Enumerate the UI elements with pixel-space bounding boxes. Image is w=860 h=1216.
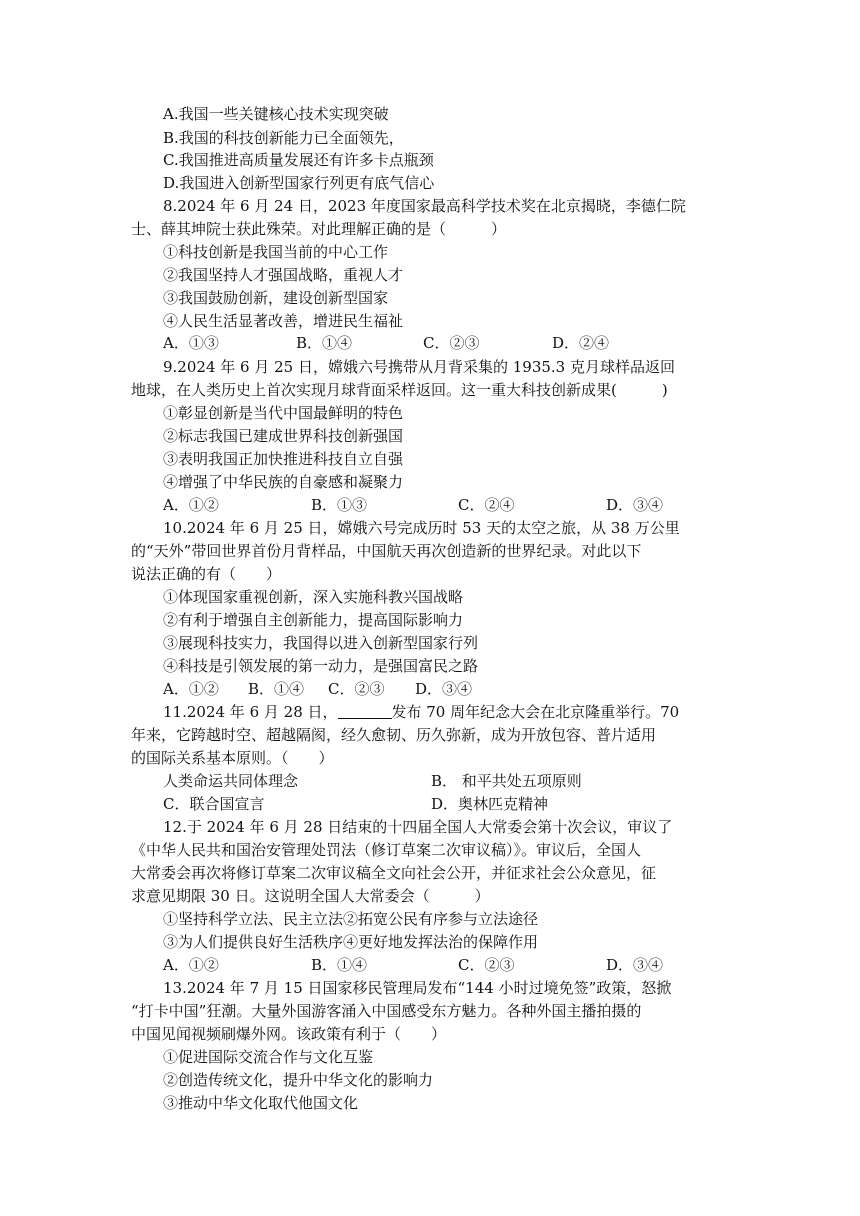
- q10-option-a: A．①②: [163, 680, 219, 698]
- q11-stem-line2: 年来，它跨越时空、超越隔阂，经久愈韧、历久弥新，成为开放包容、普片适用: [131, 726, 657, 744]
- q10-item-4: ④科技是引领发展的第一动力，是强国富民之路: [163, 657, 479, 675]
- q8-option-c: C．②③: [423, 334, 480, 352]
- q10-item-1: ①体现国家重视创新，深入实施科教兴国战略: [163, 588, 464, 606]
- q7-option-c: C.我国推进高质量发展还有许多卡点瓶颈: [163, 151, 434, 169]
- q10-stem-line2: 的“天外”带回世界首份月背样品，中国航天再次创造新的世界纪录。对此以下: [131, 542, 642, 560]
- q9-option-c: C．②④: [458, 496, 515, 514]
- q9-stem-line1: 9.2024 年 6 月 25 日，嫦娥六号携带从月背采集的 1935.3 克月球样品返回: [163, 358, 675, 376]
- q12-option-a: A．①②: [163, 956, 219, 974]
- q12-items-line2: ③为人们提供良好生活秩序④更好地发挥法治的保障作用: [163, 933, 539, 951]
- q12-items-line1: ①坚持科学立法、民主立法②拓宽公民有序参与立法途径: [163, 910, 539, 928]
- q10-option-b: B．①④: [248, 680, 305, 698]
- q8-option-d: D．②④: [552, 334, 610, 352]
- q10-stem-line1: 10.2024 年 6 月 25 日，嫦娥六号完成历时 53 天的太空之旅，从 38 万公里: [163, 519, 680, 537]
- q12-stem-line1: 12.于 2024 年 6 月 28 日结束的十四届全国人大常委会第十次会议，审议了: [163, 818, 673, 836]
- q11-stem-prefix: 11.2024 年 6 月 28 日，: [163, 703, 338, 721]
- q11-option-a: 人类命运共同体理念: [163, 772, 299, 790]
- q10-item-2: ②有利于增强自主创新能力，提高国际影响力: [163, 611, 464, 629]
- q13-item-2: ②创造传统文化，提升中华文化的影响力: [163, 1071, 434, 1089]
- q13-stem-line3: 中国见闻视频刷爆外网。该政策有利于（ ）: [131, 1025, 447, 1043]
- q13-item-3: ③推动中华文化取代他国文化: [163, 1094, 359, 1112]
- q7-option-d: D.我国进入创新型国家行列更有底气信心: [163, 174, 435, 192]
- q10-option-d: D．③④: [415, 680, 473, 698]
- q8-item-1: ①科技创新是我国当前的中心工作: [163, 243, 389, 261]
- q12-stem-line2: 《中华人民共和国治安管理处罚法（修订草案二次审议稿）》。审议后，全国人: [131, 841, 642, 859]
- q11-stem-line3: 的国际关系基本原则。（ ）: [131, 749, 334, 767]
- q8-item-4: ④人民生活显著改善，增进民生福祉: [163, 312, 404, 330]
- q11-stem-suffix: 发布 70 周年纪念大会在北京隆重举行。70: [391, 703, 680, 721]
- q10-option-c: C．②③: [328, 680, 385, 698]
- q9-option-b: B．①③: [311, 496, 368, 514]
- q11-option-b: B． 和平共处五项原则: [431, 772, 582, 790]
- q13-stem-line1: 13.2024 年 7 月 15 日国家移民管理局发布“144 小时过境免签”政策，怒掀: [163, 979, 672, 997]
- q12-option-d: D．③④: [606, 956, 664, 974]
- q13-item-1: ①促进国际交流合作与文化互鉴: [163, 1048, 374, 1066]
- q8-stem-line1: 8.2024 年 6 月 24 日，2023 年度国家最高科学技术奖在北京揭晓，李德仁院: [163, 197, 686, 215]
- q9-item-2: ②标志我国已建成世界科技创新强国: [163, 427, 404, 445]
- q9-option-d: D．③④: [606, 496, 664, 514]
- q10-item-3: ③展现科技实力，我国得以进入创新型国家行列: [163, 634, 479, 652]
- q8-item-2: ②我国坚持人才强国战略，重视人才: [163, 266, 404, 284]
- q7-option-b: B.我国的科技创新能力已全面领先，: [163, 129, 404, 147]
- q8-option-b: B．①④: [296, 334, 353, 352]
- q12-stem-line3: 大常委会再次将修订草案二次审议稿全文向社会公开，并征求社会公众意见，征: [131, 864, 657, 882]
- q12-option-c: C．②③: [458, 956, 515, 974]
- q8-item-3: ③我国鼓励创新，建设创新型国家: [163, 289, 389, 307]
- q8-stem-line2: 士、薛其坤院士获此殊荣。对此理解正确的是（ ）: [131, 220, 507, 238]
- q11-stem-line1: [163, 702, 679, 722]
- q8-option-a: A．①③: [163, 334, 219, 352]
- q12-stem-line4: 求意见期限 30 日。这说明全国人大常委会（ ）: [131, 887, 490, 905]
- q11-option-d: D．奥林匹克精神: [431, 795, 549, 813]
- q7-option-a: A.我国一些关键核心技术实现突破: [163, 105, 389, 123]
- q9-option-a: A．①②: [163, 496, 219, 514]
- q12-option-b: B．①④: [311, 956, 368, 974]
- q11-option-c: C．联合国宣言: [163, 795, 265, 813]
- q10-stem-line3: 说法正确的有（ ）: [131, 565, 282, 583]
- q9-item-1: ①彰显创新是当代中国最鲜明的特色: [163, 404, 404, 422]
- q9-item-4: ④增强了中华民族的自豪感和凝聚力: [163, 473, 404, 491]
- q9-item-3: ③表明我国正加快推进科技自立自强: [163, 450, 404, 468]
- q13-stem-line2: “打卡中国”狂潮。大量外国游客涌入中国感受东方魅力。各种外国主播拍摄的: [131, 1002, 642, 1020]
- q11-answer-blank: [338, 702, 392, 719]
- q9-stem-line2: 地球，在人类历史上首次实现月球背面采样返回。这一重大科技创新成果( ): [131, 381, 668, 399]
